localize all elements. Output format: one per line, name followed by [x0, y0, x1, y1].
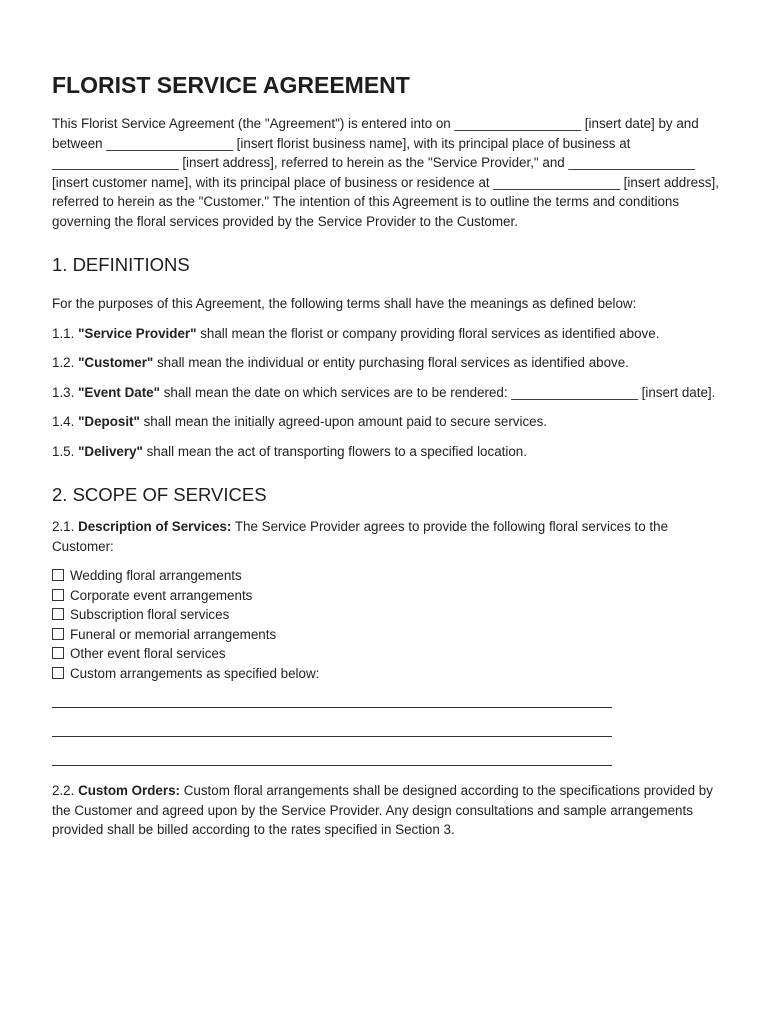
definition-text: shall mean the date on which services are to be rendered: _________________ [insert date]. [159, 384, 716, 400]
definition-term: "Customer" [78, 355, 154, 370]
document-title: FLORIST SERVICE AGREEMENT [52, 72, 410, 98]
intro-paragraph: This Florist Service Agreement (the "Agreement") is entered into on _________________ [insert date] by and between _________________ [insert florist business name], with its principal place of business at _________________ [insert address], referred to herein as the "Service Provider," and _________________ [insert customer name], with its principal place of business or residence at _________________ [insert address], referred to herein as the "Customer." The intention of this Agreement is to outline the terms and conditions governing the floral services provided by the Service Provider to the Customer. [52, 116, 719, 229]
service-option-label: Subscription floral services [70, 607, 230, 622]
checkbox[interactable] [52, 589, 64, 601]
definition-term: "Service Provider" [78, 325, 197, 341]
clause-term: Description of Services: [78, 519, 232, 534]
service-option-custom[interactable] [52, 664, 724, 684]
definition-number: 1.1. [52, 325, 79, 341]
services-checklist [52, 566, 724, 683]
service-option-corporate[interactable] [52, 586, 724, 606]
definition-term: "Deposit" [78, 414, 140, 429]
definition-item-delivery [52, 442, 724, 462]
definition-text: shall mean the individual or entity purchasing floral services as identified above. [153, 355, 629, 370]
definition-number: 1.5. [52, 443, 79, 459]
definition-text: shall mean the act of transporting flowers to a specified location. [142, 443, 527, 459]
definition-item-deposit [52, 412, 724, 432]
agreement-document [52, 70, 724, 840]
clause-text: Custom floral arrangements shall be designed according to the specifications provided by the Customer and agreed upon by the Service Provider. Any design consultations and sample arrangements provided shall be billed according to the rates specified in Section 3. [52, 783, 713, 837]
clause-term: Custom Orders: [78, 783, 180, 798]
checkbox[interactable] [52, 628, 64, 640]
checkbox[interactable] [52, 569, 64, 581]
service-option-wedding[interactable] [52, 566, 724, 586]
definition-term: "Event Date" [78, 384, 160, 400]
custom-spec-blank-line-1[interactable] [52, 706, 612, 708]
clause-number: 2.2. [52, 783, 79, 798]
definition-number: 1.2. [52, 355, 79, 370]
custom-orders-clause [52, 781, 724, 840]
service-option-funeral[interactable] [52, 625, 724, 645]
service-option-label: Corporate event arrangements [70, 587, 253, 603]
definition-text: shall mean the initially agreed-upon amount paid to secure services. [139, 414, 548, 429]
clause-text: The Service Provider agrees to provide the following floral services to the Customer: [52, 519, 669, 554]
description-of-services [52, 517, 724, 556]
service-option-other-event[interactable] [52, 644, 724, 664]
checkbox[interactable] [52, 608, 64, 620]
custom-spec-blank-line-2[interactable] [52, 735, 612, 737]
section-heading-definitions: 1. DEFINITIONS [52, 254, 190, 275]
checkbox[interactable] [52, 667, 64, 679]
service-option-label: Wedding floral arrangements [70, 568, 242, 583]
custom-spec-blank-line-3[interactable] [52, 764, 612, 766]
checkbox[interactable] [52, 647, 64, 659]
clause-number: 2.1. [52, 519, 79, 534]
service-option-label: Funeral or memorial arrangements [70, 626, 277, 642]
service-option-label: Other event floral services [70, 646, 226, 661]
definition-item-event-date [52, 383, 724, 403]
definition-number: 1.3. [52, 384, 79, 400]
definition-term: "Delivery" [78, 443, 143, 459]
definition-number: 1.4. [52, 414, 79, 429]
definitions-intro: For the purposes of this Agreement, the following terms shall have the meanings as defined below: [52, 296, 637, 311]
section-heading-scope-of-services: 2. SCOPE OF SERVICES [52, 484, 267, 505]
definition-item-service-provider [52, 324, 724, 344]
definition-item-customer [52, 353, 724, 373]
service-option-subscription[interactable] [52, 605, 724, 625]
service-option-label: Custom arrangements as specified below: [70, 665, 320, 681]
definition-text: shall mean the florist or company providing floral services as identified above. [196, 325, 660, 341]
